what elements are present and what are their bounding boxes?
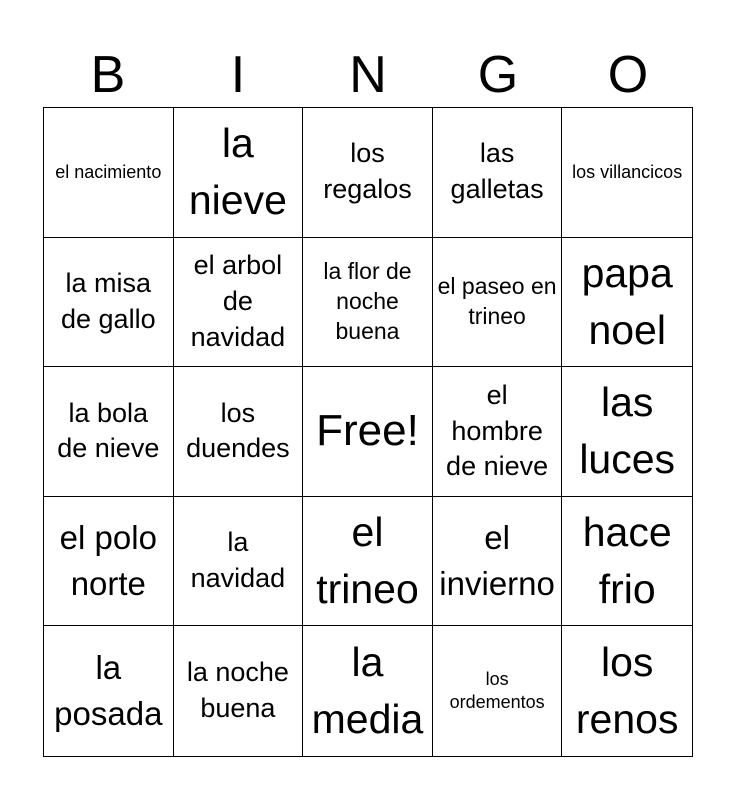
cell-text: la navidad bbox=[190, 527, 286, 594]
cell-text: los ordementos bbox=[449, 668, 545, 713]
free-space: Free! bbox=[316, 406, 419, 456]
bingo-cell[interactable] bbox=[44, 238, 174, 368]
cell-text: los regalos bbox=[323, 138, 412, 205]
bingo-cell[interactable] bbox=[562, 108, 692, 238]
bingo-cell[interactable] bbox=[433, 108, 563, 238]
bingo-cell[interactable] bbox=[433, 497, 563, 627]
bingo-cell[interactable] bbox=[174, 497, 304, 627]
cell-text: el paseo en trineo bbox=[437, 273, 557, 329]
bingo-cell[interactable] bbox=[433, 238, 563, 368]
cell-text: papa noel bbox=[581, 249, 673, 353]
cell-text: el nacimiento bbox=[55, 161, 162, 182]
bingo-cell[interactable] bbox=[303, 626, 433, 756]
bingo-cell[interactable] bbox=[174, 626, 304, 756]
header-letter-o: O bbox=[607, 46, 649, 104]
cell-text: el hombre de nieve bbox=[446, 379, 549, 482]
header-letter-b: B bbox=[90, 46, 126, 104]
bingo-cell[interactable] bbox=[44, 497, 174, 627]
bingo-cell[interactable] bbox=[44, 626, 174, 756]
bingo-cell[interactable] bbox=[433, 626, 563, 756]
cell-text: la bola de nieve bbox=[57, 397, 160, 464]
cell-text: la noche buena bbox=[186, 657, 289, 724]
bingo-cell[interactable] bbox=[174, 238, 304, 368]
bingo-cell[interactable] bbox=[303, 497, 433, 627]
bingo-cell[interactable] bbox=[562, 497, 692, 627]
cell-text: la posada bbox=[54, 649, 163, 733]
cell-text: la misa de gallo bbox=[61, 267, 156, 334]
bingo-cell[interactable] bbox=[303, 367, 433, 497]
cell-text: los renos bbox=[575, 638, 679, 743]
bingo-cell[interactable] bbox=[174, 367, 304, 497]
bingo-cell[interactable] bbox=[174, 108, 304, 238]
header-letter-n: N bbox=[349, 46, 387, 104]
cell-text: los villancicos bbox=[572, 161, 683, 182]
bingo-header bbox=[43, 44, 693, 106]
header-letter-g: G bbox=[477, 46, 519, 104]
cell-text: las luces bbox=[579, 379, 676, 483]
cell-text: el invierno bbox=[439, 518, 555, 603]
bingo-cell[interactable] bbox=[44, 367, 174, 497]
bingo-cell[interactable] bbox=[562, 238, 692, 368]
cell-text: el arbol de navidad bbox=[190, 250, 286, 352]
cell-text: el trineo bbox=[316, 508, 419, 613]
cell-text: la media bbox=[311, 638, 424, 743]
cell-text: las galletas bbox=[450, 138, 544, 205]
bingo-cell[interactable] bbox=[433, 367, 563, 497]
bingo-cell[interactable] bbox=[562, 626, 692, 756]
bingo-board bbox=[43, 107, 693, 757]
cell-text: los duendes bbox=[186, 397, 290, 464]
bingo-cell[interactable] bbox=[44, 108, 174, 238]
bingo-cell[interactable] bbox=[562, 367, 692, 497]
bingo-cell[interactable] bbox=[303, 108, 433, 238]
cell-text: hace frio bbox=[582, 508, 672, 613]
header-letter-i: I bbox=[230, 46, 246, 104]
cell-text: la nieve bbox=[188, 119, 287, 224]
cell-text: el polo norte bbox=[59, 518, 157, 603]
bingo-cell[interactable] bbox=[303, 238, 433, 368]
cell-text: la flor de noche buena bbox=[323, 258, 412, 344]
